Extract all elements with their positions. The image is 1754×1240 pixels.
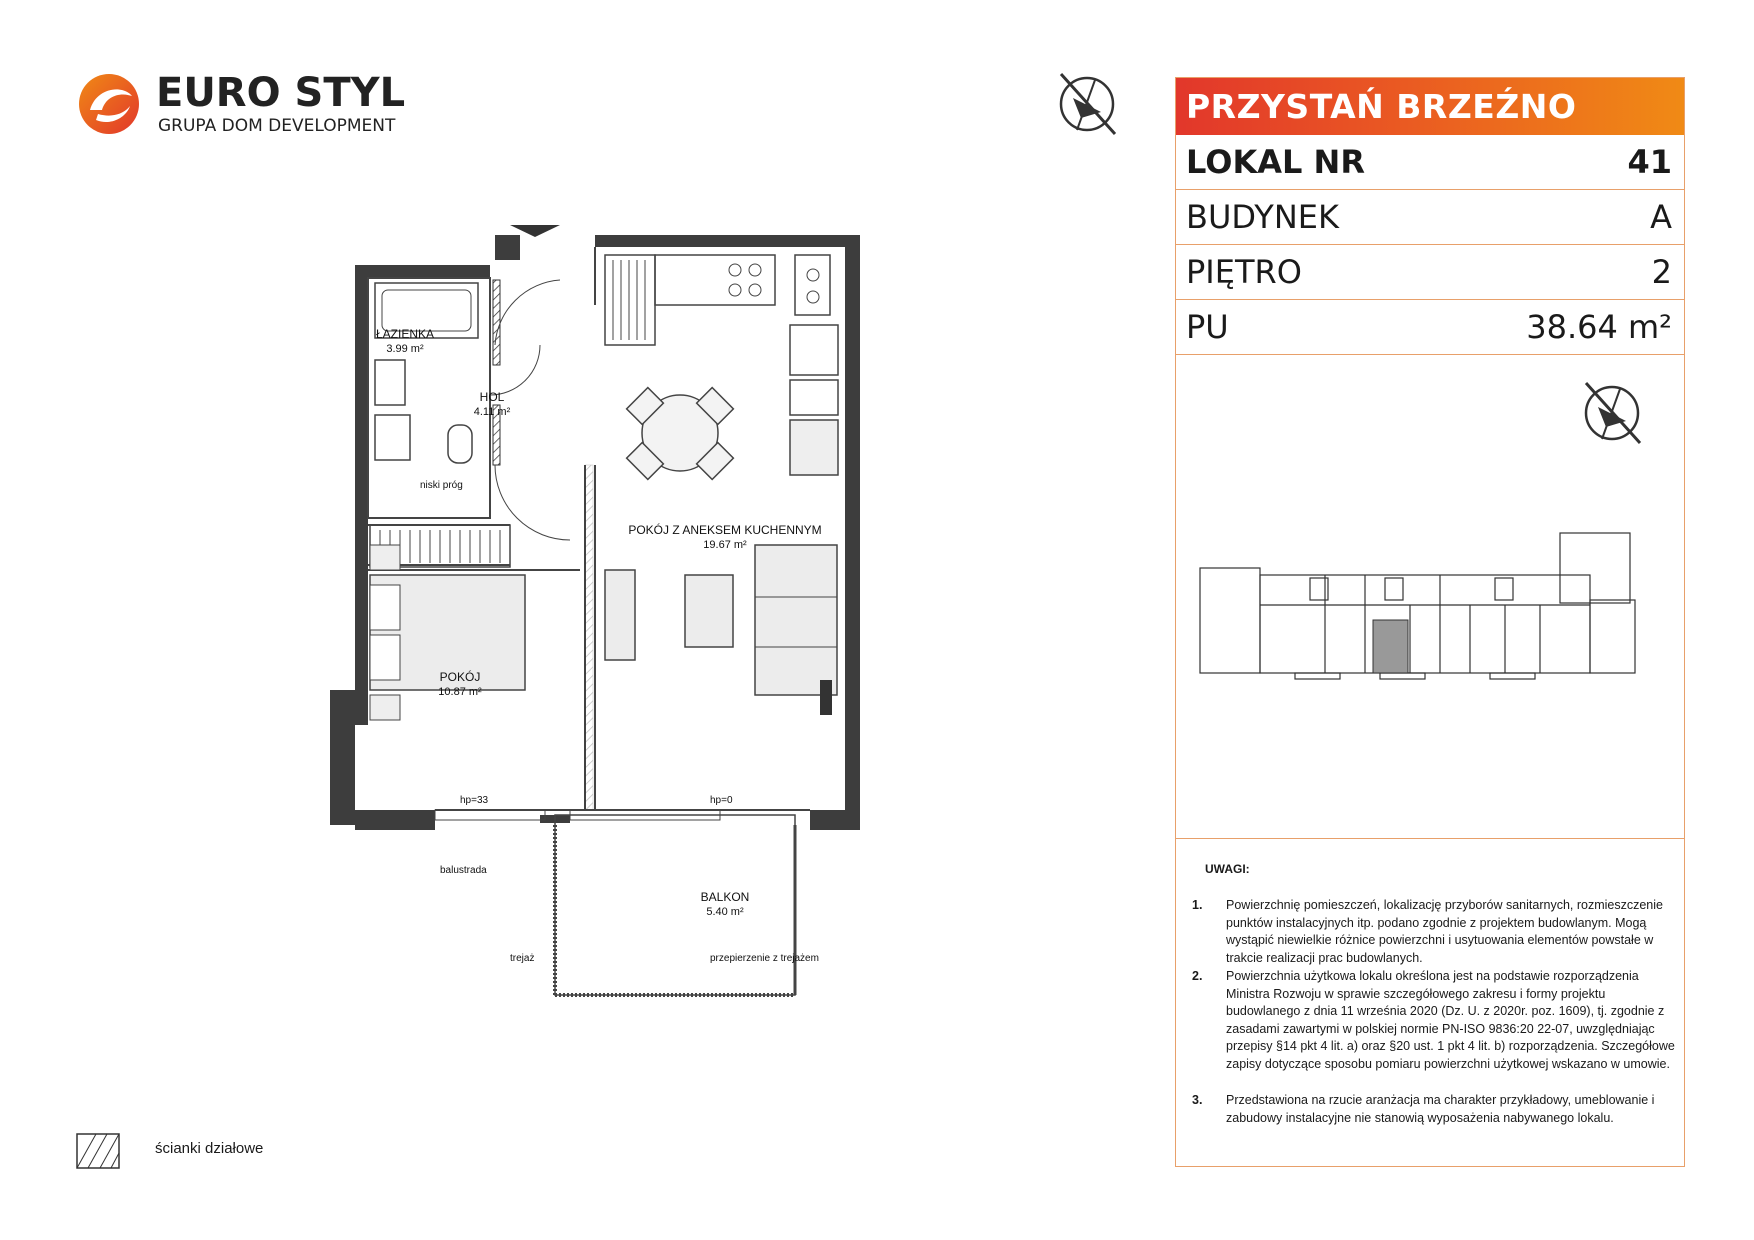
- company-logo: [76, 70, 406, 140]
- note-item: [1192, 968, 1675, 1088]
- note-partition: przepierzenie z trejażem: [710, 953, 819, 964]
- note-text: Przedstawiona na rzucie aranżacja ma charakter przykładowy, umeblowanie i zabudowy instalacyjne nie stanowią wyposażenia nabywanego lokalu.: [1226, 1093, 1655, 1125]
- row-building-value: A: [1650, 198, 1672, 236]
- panel-compass-icon: [1580, 377, 1648, 449]
- note-number: 1.: [1192, 898, 1203, 912]
- note-number: 2.: [1192, 969, 1203, 983]
- keyplan-highlight-unit: [1373, 620, 1408, 673]
- logo-tagline: GRUPA DOM DEVELOPMENT: [158, 116, 396, 136]
- row-area: [1176, 300, 1684, 355]
- row-floor-value: 2: [1651, 253, 1672, 291]
- row-area-value: 38.64 m²: [1526, 308, 1672, 346]
- room-balcony-name: BALKON: [700, 890, 750, 904]
- row-unit-number-key: LOKAL NR: [1186, 143, 1365, 181]
- row-floor: [1176, 245, 1684, 300]
- row-floor-key: PIĘTRO: [1186, 253, 1302, 291]
- row-unit-number: [1176, 135, 1684, 190]
- row-area-key: PU: [1186, 308, 1229, 346]
- room-bathroom-name: ŁAZIENKA: [375, 327, 435, 341]
- room-bathroom: [376, 327, 434, 357]
- room-hall: [474, 390, 510, 420]
- room-balcony-area: 5.40 m²: [706, 906, 744, 918]
- north-compass-icon: [1055, 68, 1123, 140]
- row-building: [1176, 190, 1684, 245]
- row-unit-number-value: 41: [1627, 143, 1672, 181]
- building-key-plan: [1195, 530, 1655, 680]
- note-hp2: hp=0: [710, 795, 733, 806]
- notes-divider: [1175, 838, 1685, 839]
- note-text: Powierzchnia użytkowa lokalu określona jest na podstawie rozporządzenia Ministra Rozwoju w sprawie szczegółowego zakresu i formy projektu budowlanego z dnia 11 września 2020 (Dz. U. z 2020r. poz. 1609), tj. zgodnie z zasadami zawartymi w polskiej normie PN-ISO 9836:20 22-07, uwzględniając przepisy §14 pkt 4 lit. a) oraz §20 ust. 1 pkt 4 lit. b) rozporządzenia. Szczegółowe zapisy dotyczące sposobu pomiaru powierzchni użytkowej wskazano w umowie.: [1226, 969, 1675, 1071]
- room-bedroom: [438, 670, 481, 700]
- project-title-bar: [1176, 78, 1684, 135]
- room-balcony: [701, 890, 750, 920]
- note-number: 3.: [1192, 1093, 1203, 1107]
- room-living-kitchen-area: 19.67 m²: [703, 539, 747, 551]
- logo-mark-icon: [76, 70, 146, 140]
- row-building-key: BUDYNEK: [1186, 198, 1339, 236]
- notes-title: UWAGI:: [1205, 862, 1250, 876]
- note-balustrade: balustrada: [440, 865, 487, 876]
- note-item: [1192, 1092, 1672, 1147]
- partition-hatch-swatch-icon: [76, 1133, 120, 1169]
- floor-plan: [330, 225, 890, 1005]
- note-text: Powierzchnię pomieszczeń, lokalizację przyborów sanitarnych, rozmieszczenie punktów instalacyjnych itp. podano zgodnie z projektem budowlanym. Mogą wystąpić niewielkie różnice powierzchni i usytuowania elementów powstałe w trakcie realizacji prac budowlanych.: [1226, 898, 1663, 965]
- project-title: PRZYSTAŃ BRZEŹNO: [1186, 87, 1577, 126]
- logo-brand: EURO STYL: [156, 70, 406, 116]
- note-hp1: hp=33: [460, 795, 489, 806]
- room-hall-name: HOL: [479, 390, 505, 404]
- legend-label: ścianki działowe: [155, 1140, 264, 1157]
- room-bathroom-area: 3.99 m²: [386, 343, 424, 355]
- note-threshold: niski próg: [420, 480, 463, 491]
- room-hall-area: 4.11 m²: [473, 406, 511, 418]
- note-trellis: trejaż: [510, 953, 535, 964]
- room-bedroom-area: 10.87 m²: [438, 686, 482, 698]
- room-bedroom-name: POKÓJ: [439, 670, 481, 684]
- room-living-kitchen-name: POKÓJ Z ANEKSEM KUCHENNYM: [628, 523, 822, 537]
- room-living-kitchen: [628, 523, 821, 553]
